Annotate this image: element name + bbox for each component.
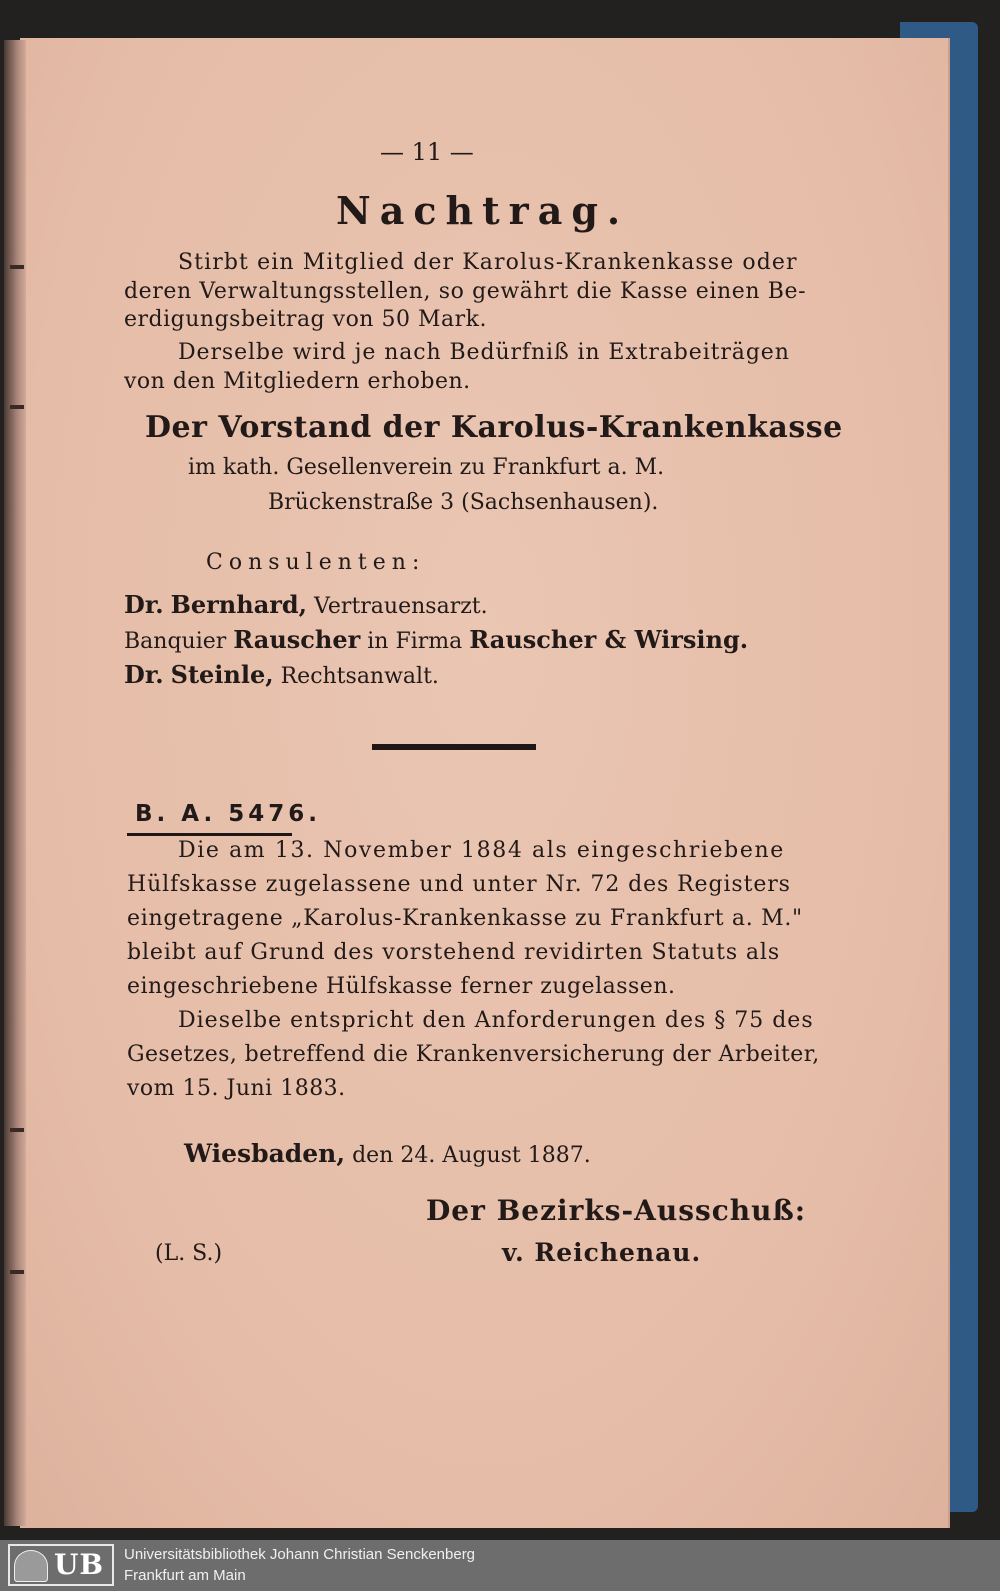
consultant-role: Rechtsanwalt. xyxy=(280,664,439,689)
stitch xyxy=(10,405,24,409)
consultant-role: in Firma xyxy=(367,629,463,654)
logo-text: UB xyxy=(54,1548,105,1581)
section-divider xyxy=(372,744,536,750)
decree-place-date xyxy=(184,1139,591,1168)
consultant-prefix: Banquier xyxy=(124,629,227,654)
decree-line: eingetragene „Karolus-Krankenkasse zu Frankfurt a. M." xyxy=(127,906,803,931)
consultant-name: Bernhard, xyxy=(170,590,308,619)
paragraph-line: erdigungsbeitrag von 50 Mark. xyxy=(124,307,487,332)
decree-line: vom 15. Juni 1883. xyxy=(127,1076,346,1101)
signatory-name: v. Reichenau. xyxy=(502,1238,702,1267)
decree-line: Dieselbe entspricht den Anforderungen des § 75 des xyxy=(178,1008,814,1033)
seal-mark: (L. S.) xyxy=(155,1241,223,1266)
paragraph-line: Stirbt ein Mitglied der Karolus-Krankenkasse oder xyxy=(178,250,798,275)
authority-name: Der Bezirks-Ausschuß: xyxy=(426,1194,807,1227)
paragraph-line: Derselbe wird je nach Bedürfniß in Extrabeiträgen xyxy=(178,340,790,365)
decree-line: bleibt auf Grund des vorstehend revidirten Statuts als xyxy=(127,940,781,965)
consultant-entry xyxy=(124,590,488,619)
consultant-prefix: Dr. xyxy=(124,660,164,689)
paragraph-line: deren Verwaltungsstellen, so gewährt die Kasse einen Be- xyxy=(124,279,807,304)
binding-spine xyxy=(4,40,26,1526)
library-footer xyxy=(0,1540,1000,1591)
library-name: Universitätsbibliothek Johann Christian Senckenberg xyxy=(124,1546,476,1563)
stitch xyxy=(10,1270,24,1274)
decree-place: Wiesbaden, xyxy=(184,1139,346,1168)
decree-line: Die am 13. November 1884 als eingeschriebene xyxy=(178,838,785,863)
stitch xyxy=(10,265,24,269)
library-logo[interactable] xyxy=(8,1544,114,1586)
decree-line: Hülfskasse zugelassene und unter Nr. 72 des Registers xyxy=(127,872,791,897)
decree-date: den 24. August 1887. xyxy=(352,1143,591,1168)
decree-line: eingeschriebene Hülfskasse ferner zugelassen. xyxy=(127,974,676,999)
consultant-firm: Rauscher & Wirsing. xyxy=(469,625,749,654)
board-address-line: im kath. Gesellenverein zu Frankfurt a. M. xyxy=(188,455,665,480)
board-address-line: Brückenstraße 3 (Sachsenhausen). xyxy=(268,490,659,515)
consultants-heading: Consulenten: xyxy=(206,550,426,575)
stitch xyxy=(10,1128,24,1132)
decree-line: Gesetzes, betreffend die Krankenversicherung der Arbeiter, xyxy=(127,1042,820,1067)
page-heading: Nachtrag. xyxy=(336,188,630,233)
senckenberg-portrait-icon xyxy=(14,1550,48,1582)
decree-reference: B. A. 5476. xyxy=(135,801,321,827)
consultant-entry xyxy=(124,625,748,654)
consultant-name: Rauscher xyxy=(233,625,361,654)
board-title: Der Vorstand der Karolus-Krankenkasse xyxy=(145,410,843,445)
library-city: Frankfurt am Main xyxy=(124,1567,246,1584)
reference-underline xyxy=(127,833,292,836)
consultant-role: Vertrauensarzt. xyxy=(314,594,488,619)
paragraph-line: von den Mitgliedern erhoben. xyxy=(124,369,471,394)
page-number: — 11 — xyxy=(380,138,474,166)
consultant-entry xyxy=(124,660,439,689)
consultant-name: Steinle, xyxy=(170,660,274,689)
consultant-prefix: Dr. xyxy=(124,590,164,619)
